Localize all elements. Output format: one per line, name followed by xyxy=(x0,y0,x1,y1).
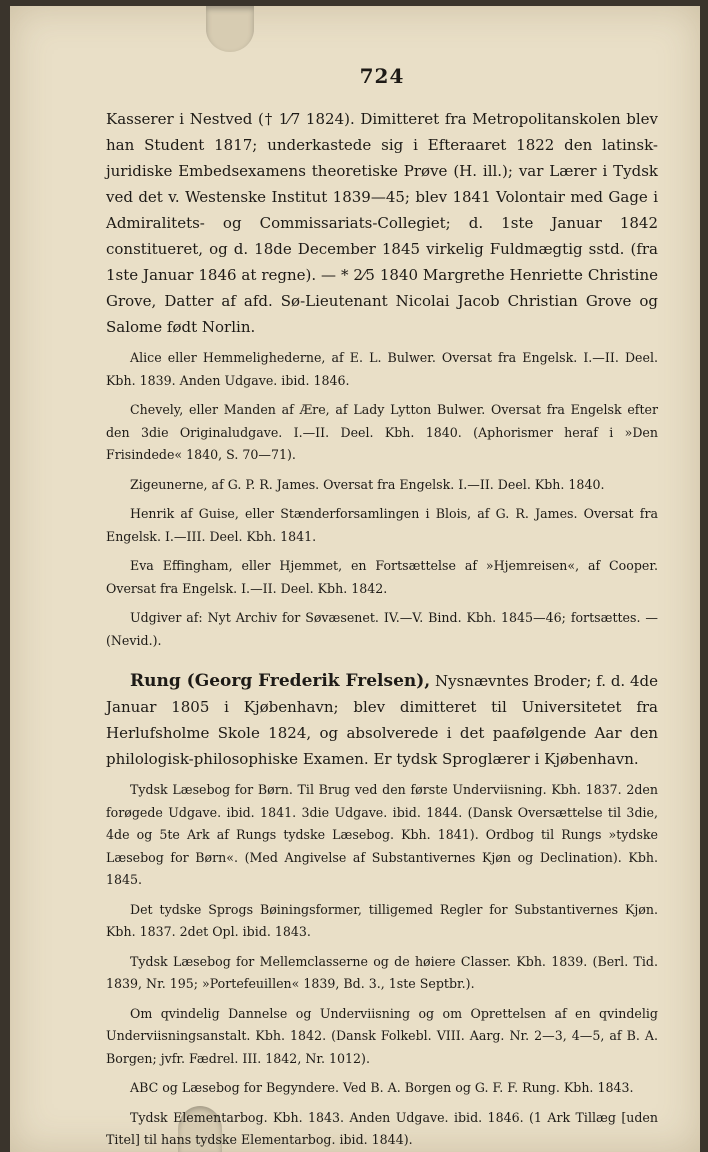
work-entry-henrik-af-guise: Henrik af Guise, eller Stænderforsamlingen i Blois, af G. R. James. Oversat fra Engelsk. I.—III. Deel. Kbh. 1841. xyxy=(106,506,658,544)
page-punch-hole-top xyxy=(206,6,254,52)
work-entry-eva-effingham: Eva Effingham, eller Hjemmet, en Fortsættelse af »Hjemreisen«, af Cooper. Oversat fra Engelsk. I.—II. Deel. Kbh. 1842. xyxy=(106,558,658,596)
work-entry-qvindelig-dannelse: Om qvindelig Dannelse og Underviisning og om Oprettelsen af en qvindelig Underviisningsanstalt. Kbh. 1842. (Dansk Folkebl. VIII. Aarg. Nr. 2—3, 4—5, af B. A. Borgen; jvfr. Fædrel. III. 1842, Nr. 1012). xyxy=(106,1005,658,1066)
work-entry-zigeunerne: Zigeunerne, af G. P. R. James. Oversat fra Engelsk. I.—II. Deel. Kbh. 1840. xyxy=(130,476,605,492)
page-content xyxy=(106,64,658,1152)
work-entry-chevely: Chevely, eller Manden af Ære, af Lady Lytton Bulwer. Oversat fra Engelsk efter den 3die Originaludgave. I.—II. Deel. Kbh. 1840. (Aphorismer heraf i »Den Frisindede« 1840, S. 70—71). xyxy=(106,402,658,462)
work-entry-tydsk-elementarbog: Tydsk Elementarbog. Kbh. 1843. Anden Udgave. ibid. 1846. (1 Ark Tillæg [uden Titel] til hans tydske Elementarbog. ibid. 1844). xyxy=(106,1109,658,1147)
biography-paragraph: Kasserer i Nestved († 1⁄7 1824). Dimitteret fra Metropolitanskolen blev han Student 1817; underkastede sig i Efteraaret 1822 den latinsk-juridiske Embedsexamens theoretiske Prøve (H. ill.); var Lærer i Tydsk ved det v. Westenske Institut 1839—45; blev 1841 Volontair med Gage i Admiralitets- og Commissariats-Collegiet; d. 1ste Januar 1842 constitueret, og d. 18de December 1845 virkelig Fuldmægtig sstd. (fra 1ste Januar 1846 at regne). — * 2⁄5 1840 Margrethe Henriette Christine Grove, Datter af afd. Sø-Lieutenant Nicolai Jacob Christian Grove og Salome født Norlin. xyxy=(106,110,658,336)
work-entry-nyt-archiv: Udgiver af: Nyt Archiv for Søvæsenet. IV.—V. Bind. Kbh. 1845—46; fortsættes. — (Nevid.). xyxy=(106,610,658,648)
rung-name: Rung (Georg Frederik Frelsen), xyxy=(130,671,431,691)
work-entry-abc-laesebog: ABC og Læsebog for Begyndere. Ved B. A. Borgen og G. F. F. Rung. Kbh. 1843. xyxy=(130,1080,634,1095)
rung-biography-text: Nysnævntes Broder; f. d. 4de Januar 1805 i Kjøbenhavn; blev dimitteret til Universitetet fra Herlufsholme Skole 1824, og absolverede i det paafølgende Aar den philologisk-philosophiske Examen. Er tydsk Sproglærer i Kjøbenhavn. xyxy=(106,672,658,768)
work-entry-boiningsformer: Det tydske Sprogs Bøiningsformer, tilligemed Regler for Substantivernes Kjøn. Kbh. 1837. 2det Opl. ibid. 1843. xyxy=(106,901,658,939)
work-entry-alice: Alice eller Hemmelighederne, af E. L. Bulwer. Oversat fra Engelsk. I.—II. Deel. Kbh. 1839. Anden Udgave. ibid. 1846. xyxy=(106,350,658,388)
book-page xyxy=(10,6,700,1152)
rung-biography-heading xyxy=(106,668,658,772)
page-number: 724 xyxy=(359,64,405,88)
work-entry-tydsk-laesebog-born: Tydsk Læsebog for Børn. Til Brug ved den første Underviisning. Kbh. 1837. 2den forøgede Udgave. ibid. 1841. 3die Udgave. ibid. 1844. (Dansk Oversættelse til 3die, 4de og 5te Ark af Rungs tydske Læsebog. Kbh. 1841). Ordbog til Rungs »tydske Læsebog for Børn«. (Med Angivelse af Substantivernes Kjøn og Declination). Kbh. 1845. xyxy=(106,782,658,887)
work-entry-tydsk-laesebog-mellemclasser: Tydsk Læsebog for Mellemclasserne og de høiere Classer. Kbh. 1839. (Berl. Tid. 1839, Nr. 195; »Portefeuillen« 1839, Bd. 3., 1ste Septbr.). xyxy=(106,953,658,991)
